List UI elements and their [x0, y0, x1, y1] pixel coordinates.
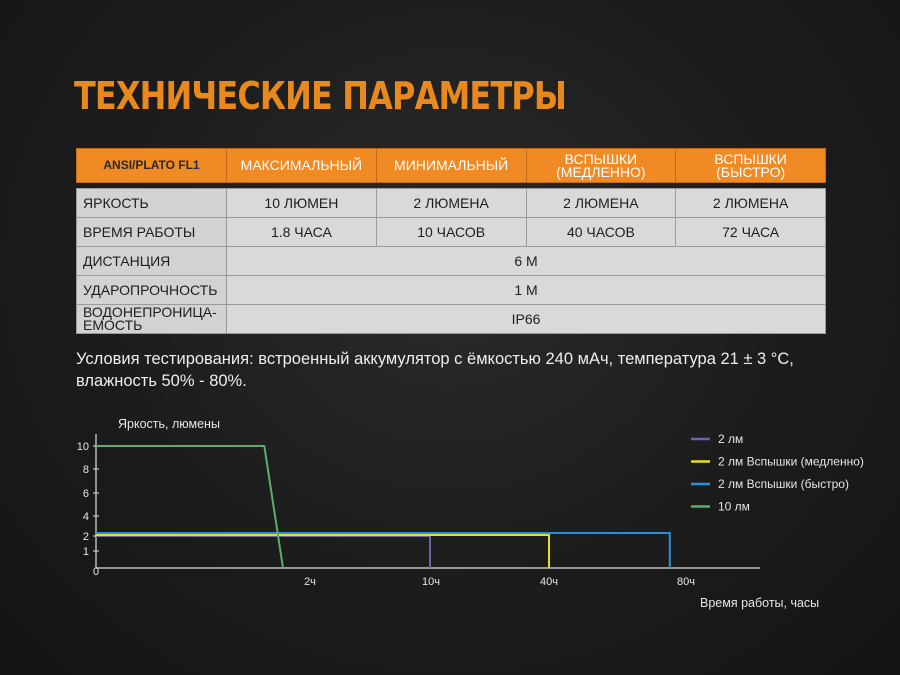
row-label: ДИСТАНЦИЯ — [77, 247, 227, 276]
row-label: ЯРКОСТЬ — [77, 189, 227, 218]
y-tick-label: 6 — [82, 488, 89, 500]
cell-value: 1.8 ЧАСА — [227, 218, 377, 247]
cell-value: 2 ЛЮМЕНА — [676, 189, 826, 218]
x-tick-label: 2ч — [304, 576, 316, 588]
header-min: МИНИМАЛЬНЫЙ — [376, 149, 526, 183]
cell-value: 6 М — [227, 247, 826, 276]
y-tick-label: 4 — [82, 511, 89, 523]
legend — [691, 432, 864, 514]
header-standard: ANSI/PLATO FL1 — [77, 149, 227, 183]
row-label: ВРЕМЯ РАБОТЫ — [77, 218, 227, 247]
header-max: МАКСИМАЛЬНЫЙ — [227, 149, 377, 183]
page-title: ТЕХНИЧЕСКИЕ ПАРАМЕТРЫ — [74, 74, 567, 118]
cell-value: 40 ЧАСОВ — [526, 218, 676, 247]
y-axis-label: Яркость, люмены — [118, 417, 220, 431]
cell-value: 1 М — [227, 276, 826, 305]
legend-entry: 2 лм Вспышки (медленно) — [718, 454, 864, 469]
header-flash-fast: ВСПЫШКИ (БЫСТРО) — [676, 149, 826, 183]
y-tick-label: 0 — [93, 566, 100, 578]
row-label: ВОДОНЕПРОНИЦА-ЕМОСТЬ — [77, 305, 227, 334]
cell-value: 10 ЛЮМЕН — [227, 189, 377, 218]
x-tick-label: 80ч — [677, 576, 695, 588]
cell-value: 2 ЛЮМЕНА — [376, 189, 526, 218]
y-tick-label: 2 — [82, 531, 89, 543]
series-lines — [96, 446, 670, 568]
x-tick-label: 10ч — [422, 576, 440, 588]
cell-value: 72 ЧАСА — [676, 218, 826, 247]
series-line-2 — [96, 533, 670, 568]
x-tick-label: 40ч — [540, 576, 558, 588]
y-tick-label: 1 — [82, 546, 89, 558]
cell-value: 2 ЛЮМЕНА — [526, 189, 676, 218]
series-line-3 — [96, 446, 283, 568]
legend-entry: 2 лм Вспышки (быстро) — [718, 477, 849, 491]
row-label: УДАРОПРОЧНОСТЬ — [77, 276, 227, 305]
series-line-1 — [96, 535, 549, 568]
series-line-0 — [96, 536, 430, 568]
y-tick-label: 8 — [82, 464, 89, 476]
legend-entry: 2 лм — [718, 432, 744, 446]
x-axis-label: Время работы, часы — [700, 596, 820, 610]
header-flash-slow: ВСПЫШКИ (МЕДЛЕННО) — [526, 149, 676, 183]
cell-value: IP66 — [227, 305, 826, 334]
cell-value: 10 ЧАСОВ — [376, 218, 526, 247]
legend-entry: 10 лм — [718, 499, 750, 514]
test-conditions-note: Условия тестирования: встроенный аккумулятор с ёмкостью 240 мАч, температура 21 ± 3 °C, влажность 50% - 80%. — [76, 350, 794, 390]
y-tick-label: 10 — [76, 441, 89, 453]
x-ticks — [304, 576, 695, 588]
